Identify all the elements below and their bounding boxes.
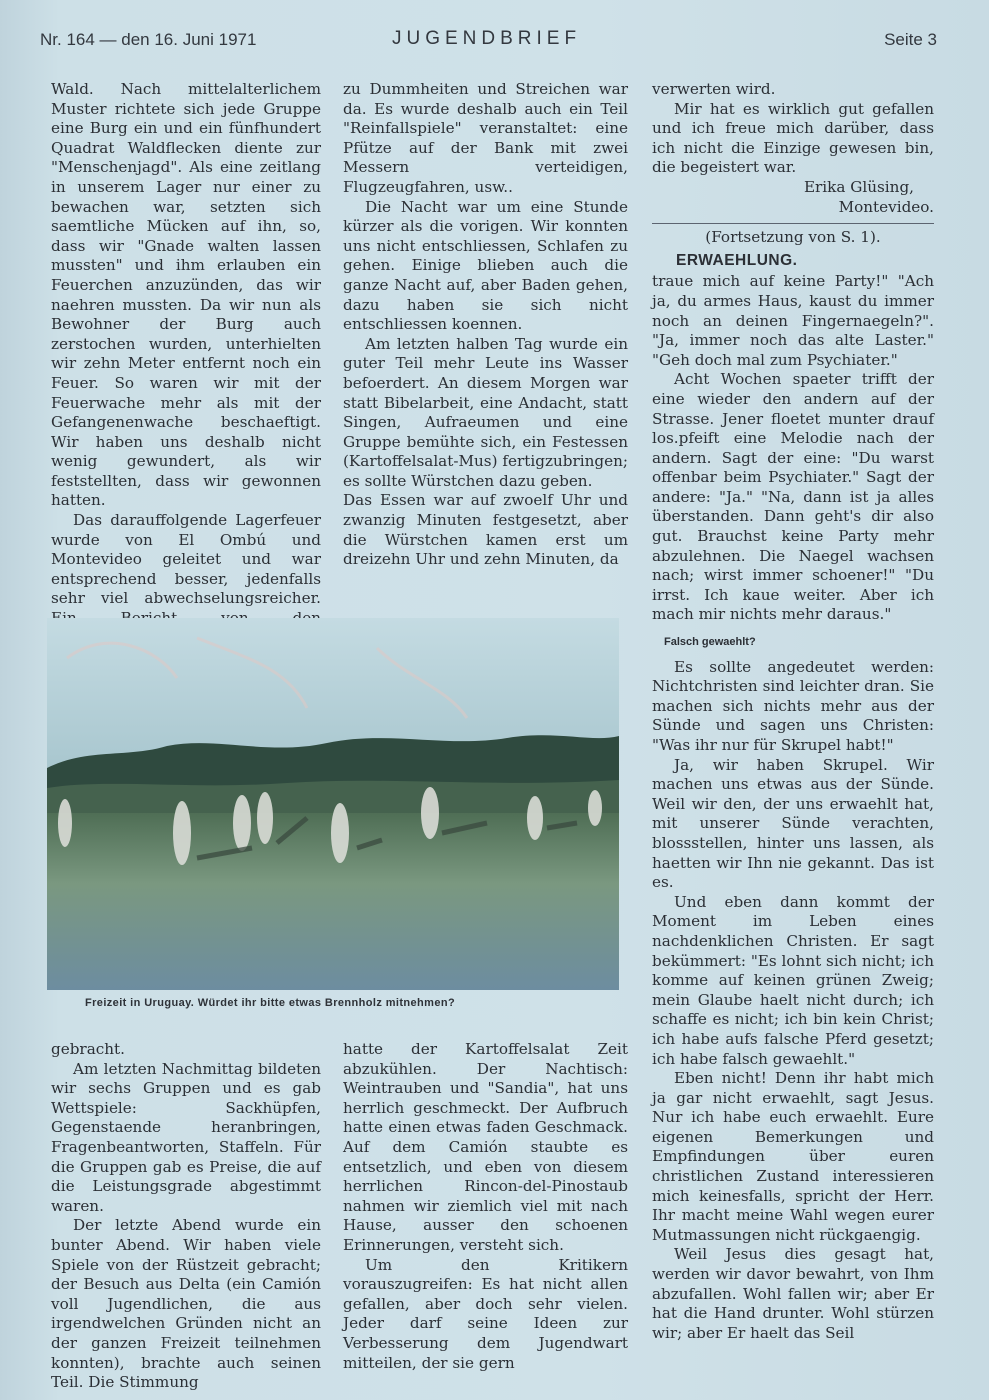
paragraph: Mir hat es wirklich gut gefallen und ich freue mich darüber, dass ich nicht die Einzige gewesen bin, die begeistert war. [652,99,934,177]
signature-name: Erika Glüsing, [803,177,914,196]
paragraph: Wald. Nach mittelalterlichem Muster richtete sich jede Gruppe eine Burg ein und ein fünfhundert Quadrat Waldflecken diente zur "Menschenjagd". Als eine zeitlang in unserem Lager nur einer zu bewachen war, setzten sich saemtliche Mücken auf ihn, so, dass wir "Gnade walten lassen mussten" und ihm erlauben ein Feuerchen anzuzünden, das wir naehren mussten. Da wir nun als Bewohner der Burg auch zerstochen wurden, unterhielten wir zehn Meter entfernt noch ein Feuer. So waren wir mit der Feuerwache mehr als mit der Gefangenenwache beschaeftigt. Wir haben uns deshalb nicht wenig gewundert, als wir feststellten, dass wir gewonnen hatten. [51,80,321,510]
photo-illustration [47,618,619,990]
paragraph: Um den Kritikern vorauszugreifen: Es hat nicht allen gefallen, aber doch sehr vielen. Jeder darf seine Ideen zur Verbesserung dem Jugendwart mitteilen, der sie gern [343,1255,628,1372]
paragraph: Das darauffolgende Lagerfeuer wurde von El Ombú und Montevideo geleitet und war entsprechend besser, jedenfalls sehr viel abwechselungsreicher. [51,511,321,608]
column-2-top [343,80,628,570]
newsletter-title: JUGENDBRIEF [392,28,582,49]
paragraph: zu Dummheiten und Streichen war da. Es wurde deshalb auch ein Teil "Reinfallspiele" veranstaltet: eine Pfütze auf der Bank mit zwei Messern verteidigen, Flugzeugfahren, usw.. [343,80,628,196]
paragraph: Acht Wochen spaeter trifft der eine wieder den andern auf der Strasse. Jener floetet munter drauf los.pfeift eine Melodie nach der andern. Sagt der eine: "Du warst offenbar beim Psychiater." Sagt der andere: "Ja." "Na, dann ist ja alles überstanden. Dann geht's dir also gut. Brauchst keine Party mehr abzulehnen. Die Naegel wachsen nach; wirst immer schoener!" "Du irrst. Ich kaue weiter. Aber ich mach mir nichts mehr daraus." [652,370,934,624]
column-3 [652,80,934,1343]
issue-date: Nr. 164 — den 16. Juni 1971 [40,30,257,49]
page-number: Seite 3 [884,30,937,49]
paragraph: gebracht. [51,1040,125,1058]
subheading: Falsch gewaehlt? [664,636,756,649]
column-1-top [51,80,321,648]
column-1-bottom [51,1040,321,1393]
paragraph: traue mich auf keine Party!" "Ach ja, du armes Haus, kaust du immer noch an deinen Fingernaegeln?". "Ja, immer noch das alte Laster." "Geh doch mal zum Psychiater." [652,272,934,369]
paragraph: Es sollte angedeutet werden: Nichtchristen sind leichter dran. Sie machen sich nichts mehr aus der Sünde und sagen uns Christen: "Was ihr nur für Skrupel habt!" [652,657,934,754]
signature-place: Montevideo. [838,197,934,216]
paragraph: verwerten wird. [652,80,776,98]
continuation-note: (Fortsetzung von S. 1). [705,228,881,247]
paragraph: hatte der Kartoffelsalat Zeit abzukühlen. Der Nachtisch: Weintrauben und "Sandia", hat uns herrlich geschmeckt. Der Aufbruch hatte einen etwas faden Geschmack. Auf dem Camión staubte es entsetzlich, und eben von diesem herrlichen Rincon-del-Pinostaub nahmen wir ziemlich viel mit nach Hause, ausser den schoenen Erinnerungen, versteht sich. [343,1040,628,1254]
paragraph: Die Nacht war um eine Stunde kürzer als die vorigen. Wir konnten uns nicht entschliessen, Schlafen zu gehen. Einige blieben auch die ganze Nacht auf, aber Baden gehen, dazu haben sie sich nicht entschliessen koennen. [343,197,628,334]
paragraph: Am letzten halben Tag wurde ein guter Teil mehr Leute ins Wasser befoerdert. An diesem Morgen war statt Bibelarbeit, eine Andacht, statt Singen, Aufraeumen und eine Gruppe bemühte sich, ein Festessen (Kartoffelsalat-Mus) fertigzubringen; es sollte Würstchen dazu geben. [343,334,628,490]
page-header [40,22,937,62]
paragraph: Am letzten Nachmittag bildeten wir sechs Gruppen und es gab Wettspiele: Sackhüpfen, Gegenstaende heranbringen, Fragenbeantworten, Staffeln. Für die Gruppen gab es Preise, die auf die Leistungsgrade abgestimmt waren. [51,1059,321,1215]
article-heading: ERWAEHLUNG. [676,251,798,269]
paragraph: Und eben dann kommt der Moment im Leben eines nachdenklichen Christen. Er sagt bekümmert: "Es lohnt sich nicht; ich komme auf keinen grünen Zweig; mein Glaube haelt nicht durch; ich schaffe es nicht; ich bin kein Christ; ich habe aufs falsche Pferd gesetzt; ich habe falsch gewaehlt." [652,892,934,1068]
divider [652,223,934,224]
paragraph: Das Essen war auf zwoelf Uhr und zwanzig Minuten festgesetzt, aber die Würstchen kamen erst um dreizehn Uhr und zehn Minuten, da [343,491,628,569]
paragraph: Eben nicht! Denn ihr habt mich ja gar nicht erwaehlt, sagt Jesus. Nur ich habe euch erwaehlt. Eure eigenen Bemerkungen und Empfindungen über euren christlichen Zustand interessieren mich keinesfalls, spricht der Herr. Ihr macht meine Wahl wegen eurer Mutmassungen nicht rückgaengig. [652,1069,934,1244]
paragraph: Weil Jesus dies gesagt hat, werden wir davor bewahrt, von Ihm abzufallen. Wohl fallen wir; aber Er hat die Hand drunter. Wohl stürzen wir; aber Er haelt das Seil [652,1245,934,1342]
photo-camp-field [47,618,619,990]
column-2-bottom [343,1040,628,1373]
paragraph: Ja, wir haben Skrupel. Wir machen uns etwas aus der Sünde. Weil wir den, der uns erwaehlt hat, mit unserer Sünde verachten, blossstellen, hinter uns lassen, als haetten wir Ihn nie gekannt. Das ist es. [652,755,934,892]
photo-caption: Freizeit in Uruguay. Würdet ihr bitte etwas Brennholz mitnehmen? [85,997,456,1009]
paragraph: Der letzte Abend wurde ein bunter Abend. Wir haben viele Spiele von der Rüstzeit gebracht; der Besuch aus Delta (ein Camión voll Jugendlichen, die aus irgendwelchen Gründen nicht an der ganzen Freizeit teilnehmen konnten), brachte auch seinen Teil. Die Stimmung [51,1216,321,1392]
